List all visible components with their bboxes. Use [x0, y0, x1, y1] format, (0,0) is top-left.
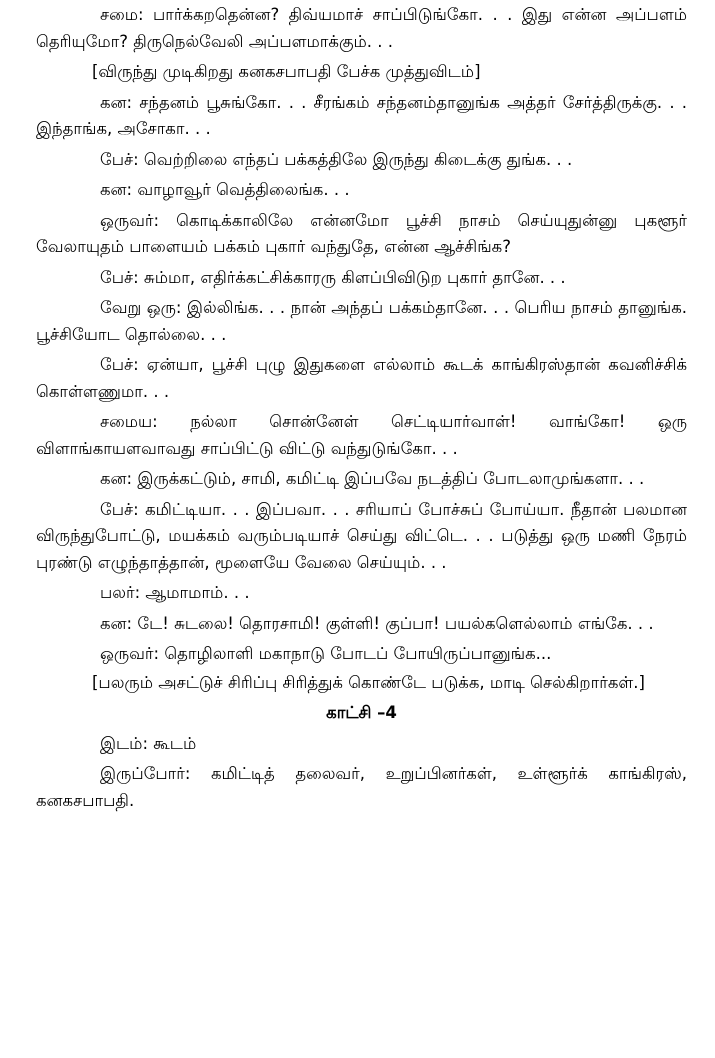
dialogue-paragraph: வேறு ஒரு: இல்லிங்க. . . நான் அந்தப் பக்கம்தானே. . . பெரிய நாசம் தானுங்க. பூச்சியோட தொல்லை. . . — [36, 298, 687, 344]
stage-direction: [விருந்து முடிகிறது கனகசபாபதி பேச்க முத்துவிடம்] — [92, 62, 481, 81]
dialogue-paragraph: கன: சந்தனம் பூசுங்கோ. . . சீரங்கம் சந்தனம்தானுங்க அத்தர் சேர்த்திருக்கு. . . இந்தாங்க, அசோகா. . . — [36, 92, 687, 138]
dialogue-paragraph: கன: இருக்கட்டும், சாமி, கமிட்டி இப்பவே நடத்திப் போடலாமுங்களா. . . — [100, 469, 645, 488]
dialogue-paragraph: பேச்: சும்மா, எதிர்க்கட்சிக்காரரு கிளப்பிவிடுற புகார் தானே. . . — [100, 267, 566, 287]
dialogue-paragraph: ஒருவர்: கொடிக்காலிலே என்னமோ பூச்சி நாசம் செய்யுதுன்னு புகளூர் வேலாயுதம் பாளையம் பக்கம் புகார் வந்துதே, என்ன ஆச்சிங்க? — [36, 210, 687, 256]
dialogue-paragraph: ஒருவர்: தொழிலாளி மகாநாடு போடப் போயிருப்பானுங்க... — [100, 644, 552, 663]
dialogue-paragraph: பேச்: ஏன்யா, பூச்சி புழு இதுகளை எல்லாம் கூடக் காங்கிரஸ்தான் கவனிச்சிக் கொள்ளணுமா. . . — [36, 355, 687, 401]
scene-characters: இருப்போர்: கமிட்டித் தலைவர், உறுப்பினர்கள், உள்ளூர்க் காங்கிரஸ், கனகசபாபதி. — [36, 764, 687, 810]
stage-direction: [பலரும் அசட்டுச் சிரிப்பு சிரித்துக் கொண்டே படுக்க, மாடி செல்கிறார்கள்.] — [92, 672, 645, 692]
dialogue-paragraph: பலர்: ஆமாமாம். . . — [100, 583, 250, 602]
scene-location: இடம்: கூடம் — [100, 733, 197, 753]
scene-heading: காட்சி –4 — [326, 703, 397, 722]
dialogue-paragraph: பேச்: வெற்றிலை எந்தப் பக்கத்திலே இருந்து கிடைக்கு துங்க. . . — [100, 149, 573, 169]
dialogue-paragraph: பேச்: கமிட்டியா. . . இப்பவா. . . சரியாப் போச்சுப் போய்யா. நீதான் பலமான விருந்துபோட்டு, மயக்கம் வரும்படியாச் செய்து விட்டெ. . . படுத்து ஒரு மணி நேரம் புரண்டு எழுந்தாத்தான், மூளையே வேலை செய்யும். . . — [36, 499, 687, 572]
dialogue-paragraph: கன: டே! சுடலை! தொரசாமி! குள்ளி! குப்பா! பயல்களெல்லாம் எங்கே. . . — [100, 613, 654, 633]
dialogue-paragraph: சமை: பார்க்கறதென்ன? திவ்யமாச் சாப்பிடுங்கோ. . . இது என்ன அப்பளம் தெரியுமோ? திருநெல்வேலி அப்பளமாக்கும். . . — [36, 5, 687, 51]
dialogue-paragraph: சமைய: நல்லா சொன்னேள் செட்டியார்வாள்! வாங்கோ! ஒரு விளாங்காயளவாவது சாப்பிட்டு விட்டு வந்துடுங்கோ. . . — [36, 412, 687, 458]
dialogue-paragraph: கன: வாழாவூர் வெத்திலைங்க. . . — [100, 180, 350, 199]
